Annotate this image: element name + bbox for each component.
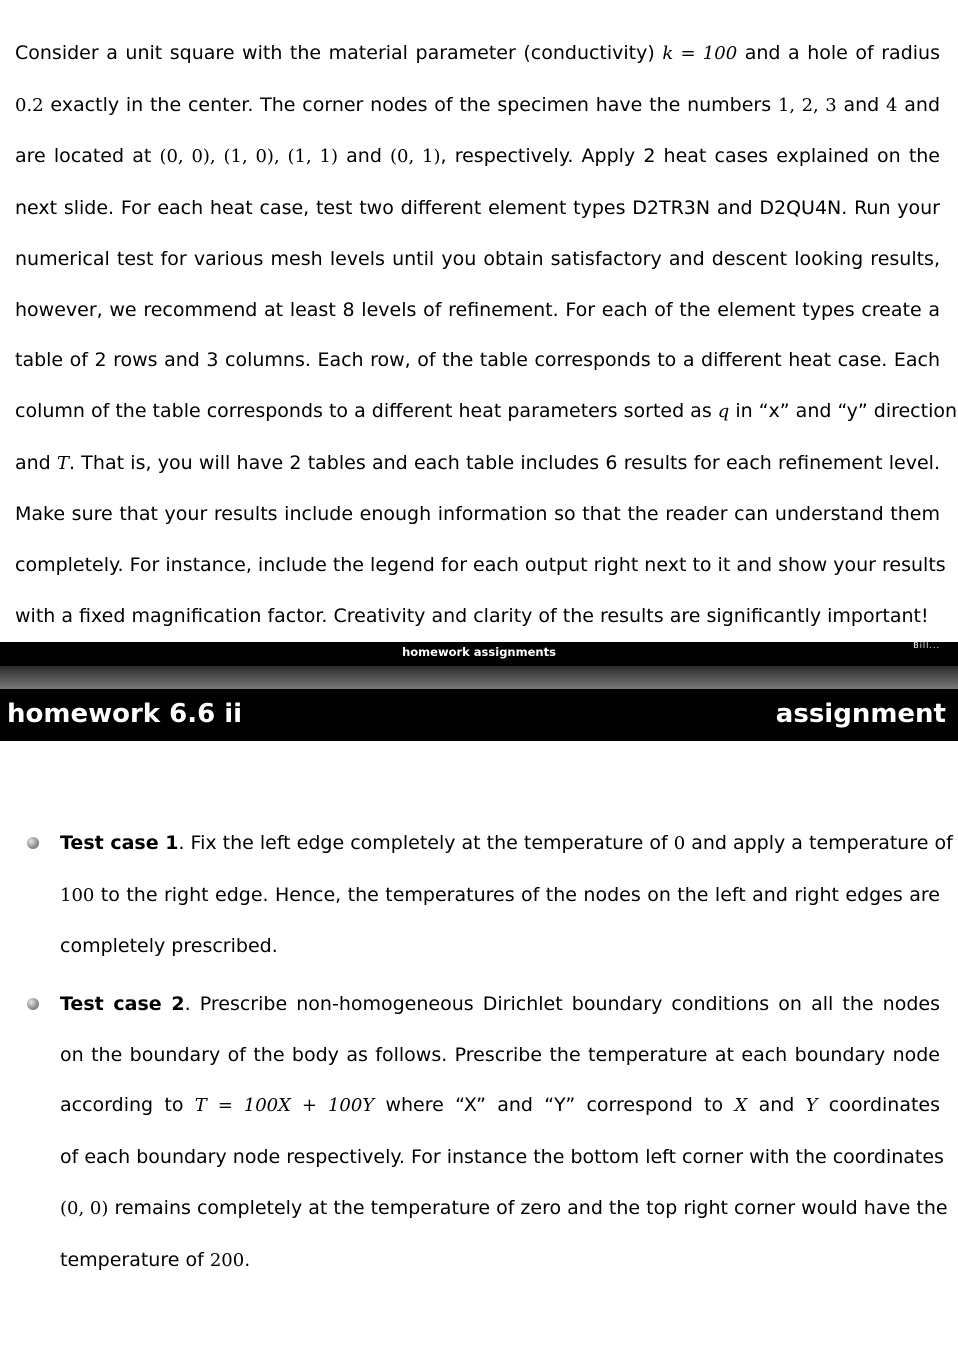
- intro-line-7: table of 2 rows and 3 columns. Each row, of the table corresponds to a different heat case. Each: [15, 349, 940, 372]
- intro-line-10: Make sure that your results include enough information so that the reader can understand them: [15, 503, 940, 526]
- case1-line-2: 100 to the right edge. Hence, the temperatures of the nodes on the left and right edges are: [60, 883, 940, 906]
- test-case-1: [60, 818, 953, 972]
- case2-line-6: temperature of 200.: [60, 1248, 251, 1271]
- case1-line-3: completely prescribed.: [60, 935, 278, 958]
- intro-line-5: numerical test for various mesh levels until you obtain satisfactory and descent looking results,: [15, 247, 940, 270]
- intro-line-8: column of the table corresponds to a different heat parameters sorted as q in “x” and “y” direction: [15, 399, 958, 422]
- bullet-icon: [27, 998, 39, 1010]
- case2-line-2: on the boundary of the body as follows. Prescribe the temperature at each boundary node: [60, 1043, 940, 1066]
- case1-line-1: Test case 1. Fix the left edge completely at the temperature of 0 and apply a temperature of: [60, 832, 953, 854]
- case2-line-5: (0, 0) remains completely at the temperature of zero and the top right corner would have the: [60, 1196, 948, 1219]
- case2-line-1: Test case 2. Prescribe non-homogeneous Dirichlet boundary conditions on all the nodes: [60, 993, 940, 1015]
- case2-line-4: of each boundary node respectively. For instance the bottom left corner with the coordinates: [60, 1146, 944, 1169]
- intro-line-9: and T. That is, you will have 2 tables and each table includes 6 results for each refinement level.: [15, 451, 940, 474]
- intro-line-12: with a fixed magnification factor. Creativity and clarity of the results are significantly important!: [15, 604, 929, 627]
- intro-line-6: however, we recommend at least 8 levels of refinement. For each of the element types create a: [15, 298, 940, 321]
- intro-line-3: are located at (0, 0), (1, 0), (1, 1) and (0, 1), respectively. Apply 2 heat cases explained on the: [15, 145, 940, 168]
- intro-line-1: Consider a unit square with the material parameter (conductivity) k = 100 and a hole of radius: [15, 42, 940, 64]
- intro-paragraph: [15, 28, 958, 641]
- intro-line-11: completely. For instance, include the legend for each output right next to it and show your results: [15, 554, 946, 577]
- bullet-icon: [27, 837, 39, 849]
- author-fragment: Bill...: [913, 641, 940, 650]
- header-gap: [0, 666, 958, 689]
- frame-title-bar: [0, 689, 958, 741]
- intro-line-2: 0.2 exactly in the center. The corner nodes of the specimen have the numbers 1, 2, 3 and 4 and: [15, 93, 940, 116]
- frame-title: homework 6.6 ii: [7, 699, 243, 729]
- frame-subtitle: assignment: [775, 699, 946, 729]
- intro-line-4: next slide. For each heat case, test two different element types D2TR3N and D2QU4N. Run your: [15, 197, 940, 220]
- section-title: homework assignments: [402, 645, 556, 659]
- case2-line-3: according to T = 100X + 100Y where “X” and “Y” correspond to X and Y coordinates: [60, 1094, 941, 1117]
- test-case-2: [60, 979, 948, 1286]
